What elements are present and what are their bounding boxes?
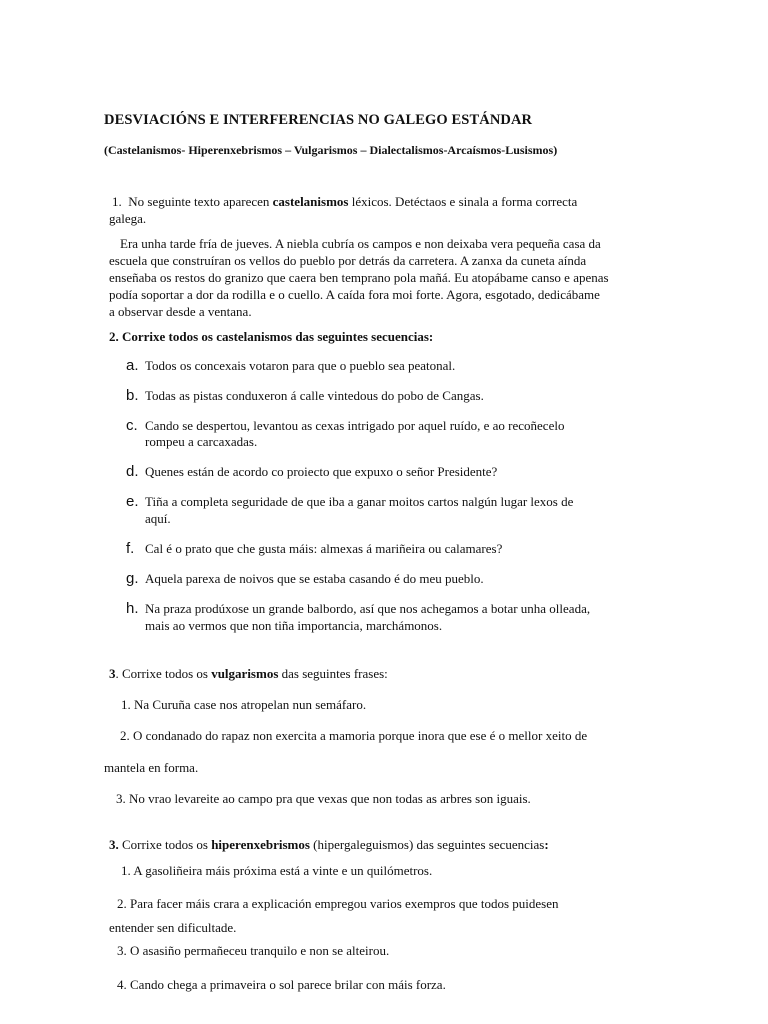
list-item-letter: d. [126, 463, 139, 480]
list-item-letter: f. [126, 540, 135, 557]
list-item-text: Todas as pistas conduxeron á calle vintedous do pobo de Cangas. [145, 388, 484, 403]
section1-passage-line: enseñaba os restos do granizo que caera ben temprano pola mañá. Eu atopábame canso e apenas [109, 270, 609, 285]
list-item: 3. No vrao levareite ao campo pra que vexas que non todas as arbres son iguais. [116, 791, 531, 806]
section1-intro-rest: léxicos. Detéctaos e sinala a forma correcta [348, 194, 578, 209]
section4-intro-rest: (hipergaleguismos) das seguintes secuencias [309, 837, 545, 852]
section1-intro-text: No seguinte texto aparecen [128, 194, 273, 209]
section2-heading: 2. Corrixe todos os castelanismos das seguintes secuencias: [109, 329, 434, 344]
list-item-letter: c. [126, 417, 138, 434]
section1-passage-line: podía soportar a dor da rodilla e o cuello. A caída fora moi forte. Agora, esgotado, dedicábame [109, 287, 600, 302]
section4-intro-keyword: hiperenxebrismos [211, 837, 310, 852]
list-item: 4. Cando chega a primaveira o sol parece brilar con máis forza. [117, 977, 446, 992]
section4-intro-text: Corrixe todos os [118, 837, 212, 852]
list-item-text: Quenes están de acordo co proiecto que expuxo o señor Presidente? [145, 464, 498, 479]
list-item-letter: h. [126, 600, 139, 617]
section1-intro-line2: galega. [109, 211, 147, 226]
list-item-text: Aquela parexa de noivos que se estaba casando é do meu pueblo. [145, 571, 484, 586]
list-item: 2. O condanado do rapaz non exercita a mamoria porque inora que ese é o mellor xeito de [120, 728, 588, 743]
list-item-letter: g. [126, 570, 139, 587]
document-subtitle: (Castelanismos- Hiperenxebrismos – Vulgarismos – Dialectalismos-Arcaísmos-Lusismos) [104, 143, 558, 157]
section4-number: 3. [109, 837, 119, 852]
list-item: 2. Para facer máis crara a explicación empregou varios exempros que todos puidesen [117, 896, 559, 911]
section1-passage-line: escuela que construíran os vellos do pueblo por detrás da carretera. A zanxa da cuneta aínda [109, 253, 587, 268]
section1-number: 1. [112, 194, 122, 209]
list-item-text: Todos os concexais votaron para que o pueblo sea peatonal. [145, 358, 456, 373]
section3-intro [109, 665, 388, 682]
section1-passage-line: a observar desde a ventana. [109, 304, 252, 319]
list-item-text: rompeu a carcaxadas. [145, 434, 258, 449]
list-item-letter: a. [126, 357, 139, 374]
list-item-text: Cando se despertou, levantou as cexas intrigado por aquel ruído, e ao recoñecelo [145, 418, 565, 433]
section4-intro-colon: : [544, 837, 549, 852]
section3-intro-text: . Corrixe todos os [115, 666, 212, 681]
list-item-text: Tiña a completa seguridade de que iba a ganar moitos cartos nalgún lugar lexos de [145, 494, 574, 509]
document-title: DESVIACIÓNS E INTERFERENCIAS NO GALEGO ESTÁNDAR [104, 112, 533, 128]
list-item-letter: e. [126, 493, 139, 510]
list-item: 1. A gasoliñeira máis próxima está a vinte e un quilómetros. [121, 863, 433, 878]
section3-intro-keyword: vulgarismos [211, 666, 279, 681]
section3-intro-rest: das seguintes frases: [278, 666, 388, 681]
list-item-text: Na praza prodúxose un grande balbordo, así que nos achegamos a botar unha olleada, [145, 601, 591, 616]
list-item-continuation: entender sen dificultade. [109, 920, 237, 935]
section1-intro [112, 193, 577, 210]
list-item: 3. O asasiño permañeceu tranquilo e non se alteirou. [117, 943, 390, 958]
list-item-text: mais ao vermos que non tiña importancia, marchámonos. [145, 618, 443, 633]
list-item-continuation: mantela en forma. [104, 760, 199, 775]
list-item-text: aquí. [145, 511, 171, 526]
list-item-text: Cal é o prato que che gusta máis: almexas á mariñeira ou calamares? [145, 541, 503, 556]
section1-intro-keyword: castelanismos [272, 194, 349, 209]
section1-passage-line: Era unha tarde fría de jueves. A niebla cubría os campos e non deixaba vera pequeña casa da [120, 236, 601, 251]
section3-number: 3 [109, 666, 116, 681]
list-item-letter: b. [126, 387, 139, 404]
list-item: 1. Na Curuña case nos atropelan nun semáfaro. [121, 697, 367, 712]
section4-intro [109, 836, 549, 853]
